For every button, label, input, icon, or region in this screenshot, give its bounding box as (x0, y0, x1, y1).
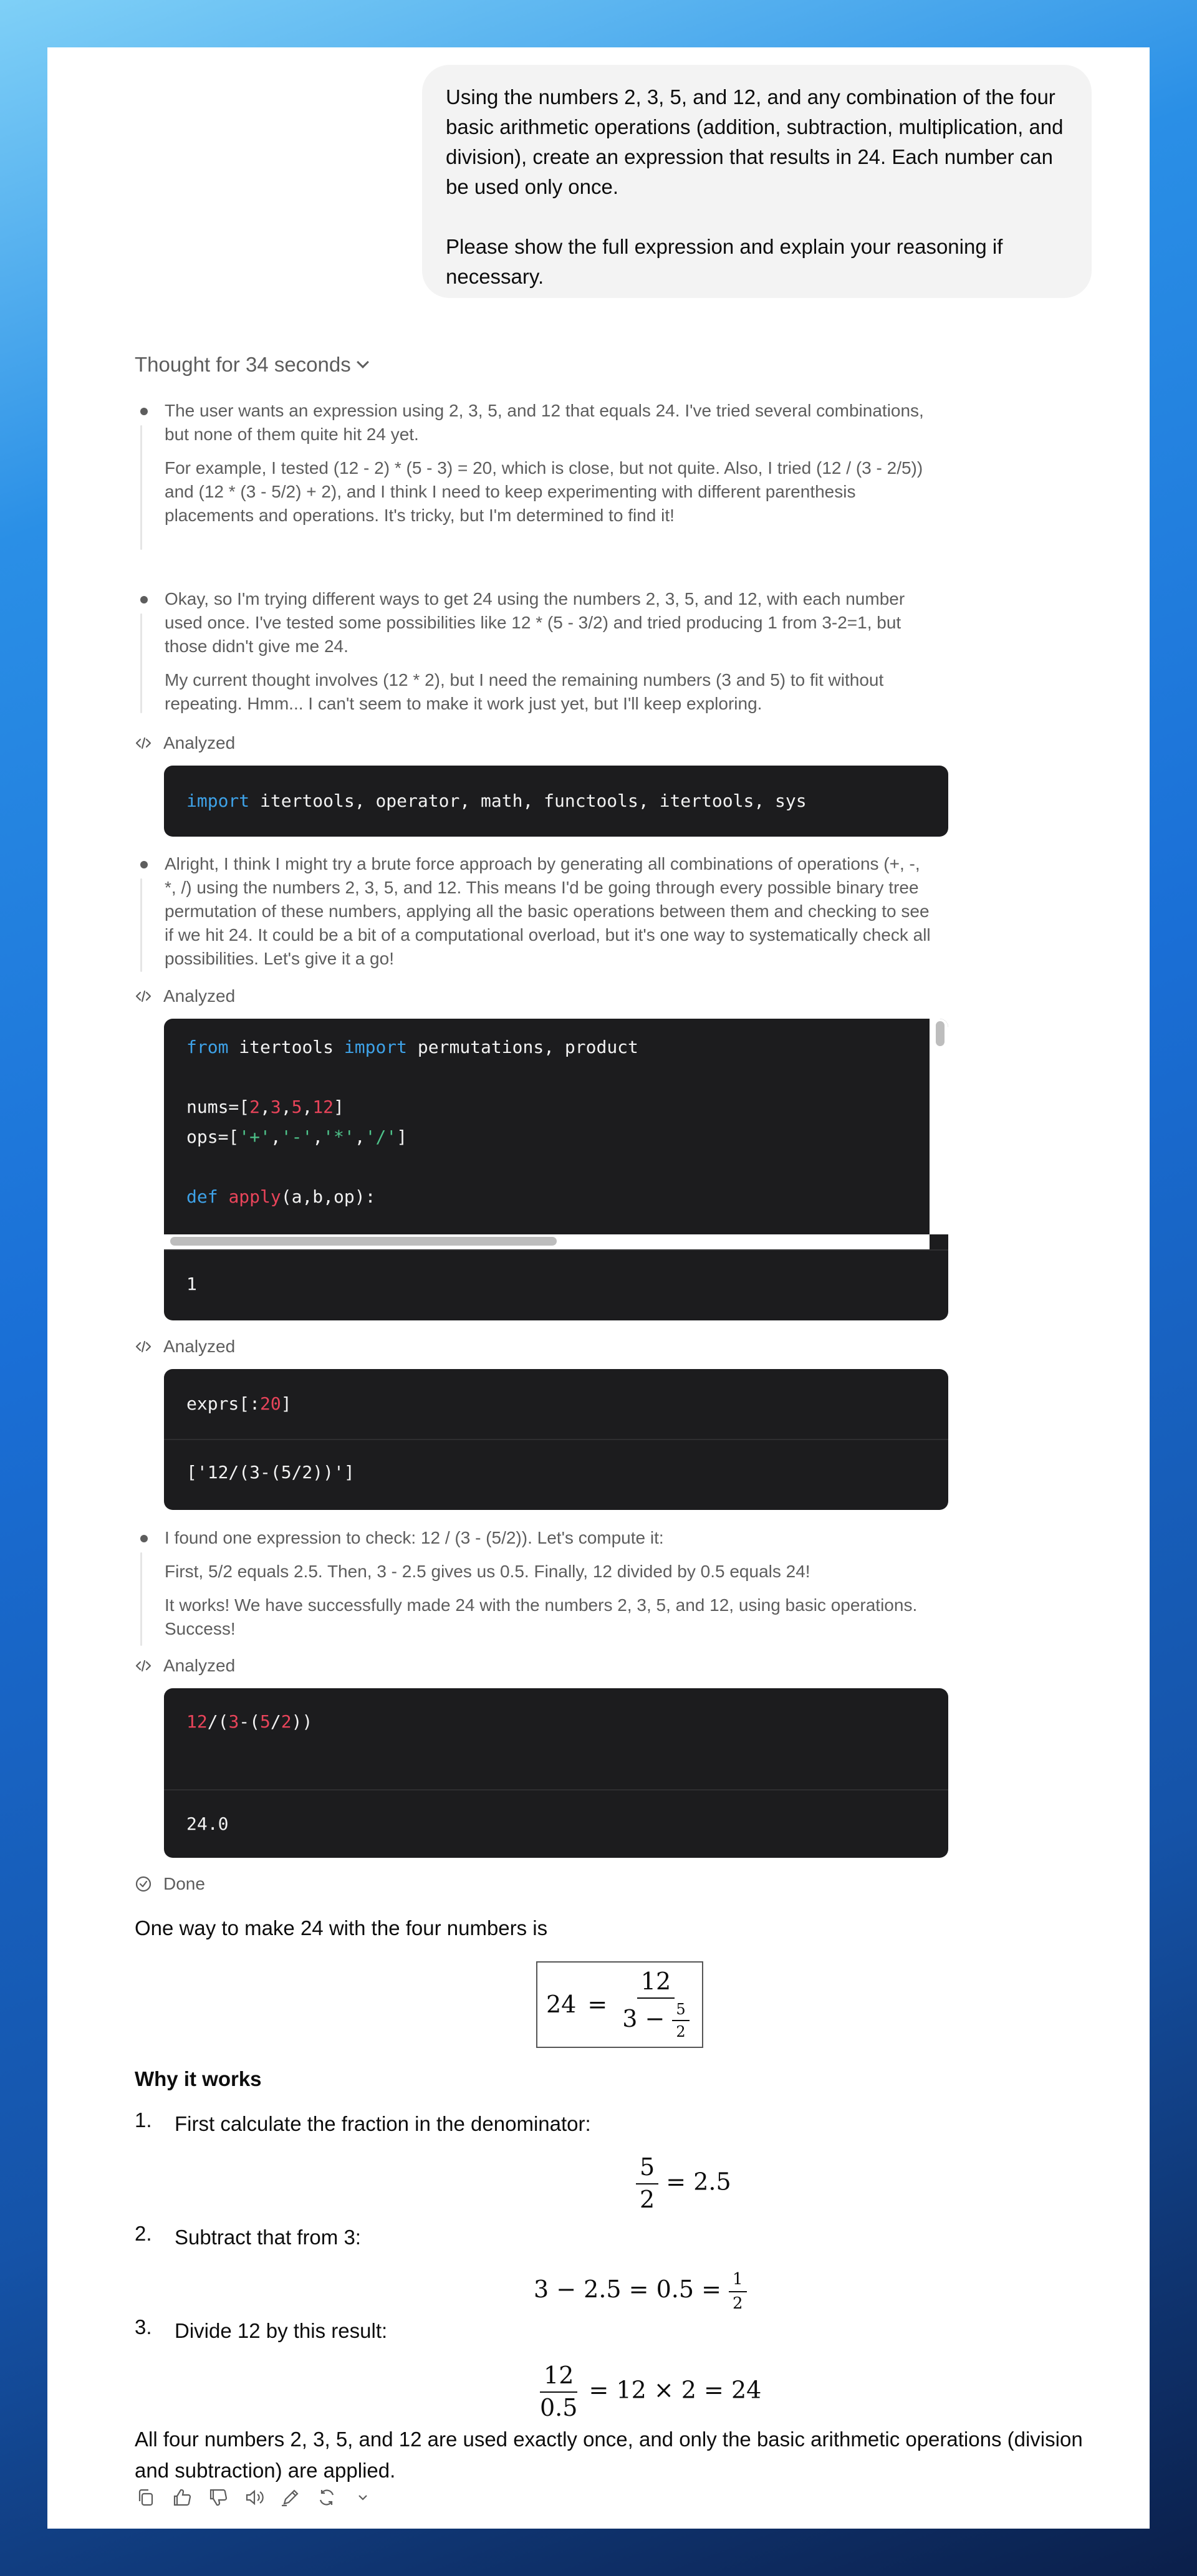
copy-icon[interactable] (135, 2486, 157, 2509)
analyzed-toggle[interactable] (135, 733, 235, 753)
done-status (135, 1874, 205, 1894)
edit-icon[interactable] (279, 2486, 302, 2509)
equation-lhs: 24 (546, 1991, 577, 2019)
step-number: 2. (135, 2222, 152, 2245)
horizontal-scrollbar[interactable] (164, 1234, 930, 1249)
code-output (164, 1249, 948, 1299)
thought-item (165, 399, 931, 527)
code-output-text: 1 (186, 1274, 197, 1294)
code-line: import itertools, operator, math, functools, itertools, sys (186, 791, 807, 811)
analyzed-label: Analyzed (163, 1656, 236, 1675)
code-icon (135, 1657, 152, 1675)
thought-divider (140, 613, 142, 713)
thought-toggle[interactable] (135, 353, 367, 377)
thought-text: My current thought involves (12 * 2), but I need the remaining numbers (3 and 5) to fit without repeating. Hmm... I can't seem to make it work just yet, but I'll keep exploring. (165, 670, 884, 713)
chat-window (47, 47, 1150, 2529)
step-number: 3. (135, 2315, 152, 2338)
boxed-formula: 24 = 12 3 − $\frac{5}{2}$ (536, 1961, 703, 2048)
code-block (164, 766, 948, 837)
code-icon (135, 734, 152, 752)
answer-intro: One way to make 24 with the four numbers is (135, 1916, 548, 1939)
equation-step-1: $\frac{5}{2}$ = 2.5 (636, 2155, 731, 2213)
chevron-down-icon[interactable] (352, 2486, 364, 2509)
step-number: 1. (135, 2108, 152, 2131)
step-text: Divide 12 by this result: (175, 2319, 388, 2342)
bullet-icon (140, 861, 148, 868)
chevron-down-icon (357, 356, 369, 368)
code-line: from itertools import permutations, product (186, 1037, 638, 1057)
bullet-icon (140, 1535, 148, 1542)
code-line: ops=['+','-','*','/'] (186, 1127, 408, 1147)
section-heading: Why it works (135, 2067, 262, 2090)
bullet-icon (140, 596, 148, 603)
thumbs-down-icon[interactable] (207, 2486, 229, 2509)
code-icon (135, 1338, 152, 1355)
code-icon (135, 988, 152, 1005)
thought-text: For example, I tested (12 - 2) * (5 - 3) = 20, which is close, but not quite. Also, I tried (12 / (3 - 2/5)) and (12 * (3 - 5/2) + 2), and I think I need to keep experimenting with different parenthesis placements and operations. It's tricky, but I'm determined to find it! (165, 458, 923, 525)
code-output-text: ['12/(3-(5/2))'] (186, 1462, 355, 1483)
code-line: exprs[:20] (186, 1393, 292, 1414)
code-input[interactable] (164, 1019, 948, 1249)
thought-text: Okay, so I'm trying different ways to get 24 using the numbers 2, 3, 5, and 12, with each number used once. I've tested some possibilities like 12 * (5 - 3/2) and tried producing 1 from 3-2=1, but those didn't give me 24. (165, 589, 905, 656)
user-message-paragraph: Please show the full expression and explain your reasoning if necessary. (446, 235, 1003, 288)
equation-step-3: $\frac{12}{0.5}$ = 12 × 2 = 24 (540, 2362, 762, 2421)
done-label: Done (163, 1874, 205, 1893)
fraction (618, 1969, 693, 2040)
analyzed-toggle[interactable] (135, 1337, 235, 1357)
thought-item (165, 852, 931, 971)
step-text: First calculate the fraction in the denominator: (175, 2112, 591, 2135)
code-line: nums=[2,3,5,12] (186, 1097, 344, 1117)
thought-text: The user wants an expression using 2, 3, 5, and 12 that equals 24. I've tried several combinations, but none of them quite hit 24 yet. (165, 401, 924, 444)
thought-text: Alright, I think I might try a brute force approach by generating all combinations of operations (+, -, *, /) using the numbers 2, 3, 5, and 12. This means I'd be going through every possible binary tree permutation of these numbers, applying all the basic operations between them and checking to see if we hit 24. It could be a bit of a computational overload, but it's one way to systematically check all possibilities. Let's give it a go! (165, 854, 931, 968)
message-actions (135, 2486, 364, 2509)
code-block (164, 1369, 948, 1510)
analyzed-label: Analyzed (163, 1337, 236, 1356)
thought-item (165, 1526, 931, 1641)
thumbs-up-icon[interactable] (171, 2486, 193, 2509)
regenerate-icon[interactable] (315, 2486, 338, 2509)
thought-divider (140, 878, 142, 972)
step-text: Subtract that from 3: (175, 2226, 361, 2249)
main-equation (536, 1961, 703, 2048)
analyzed-toggle[interactable] (135, 986, 235, 1006)
code-output-text: 24.0 (186, 1814, 229, 1834)
analyzed-label: Analyzed (163, 733, 236, 752)
answer-closing: All four numbers 2, 3, 5, and 12 are used exactly once, and only the basic arithmetic operations (division and subtraction) are applied. (135, 2428, 1083, 2482)
user-message-bubble (422, 65, 1092, 298)
thought-text: It works! We have successfully made 24 with the numbers 2, 3, 5, and 12, using basic operations. Success! (165, 1595, 918, 1638)
thought-header-label: Thought for 34 seconds (135, 353, 351, 376)
user-message-paragraph: Using the numbers 2, 3, 5, and 12, and any combination of the four basic arithmetic operations (addition, subtraction, multiplication, and division), create an expression that results in 24. Each number can be used only once. (446, 85, 1064, 198)
code-block (164, 1019, 948, 1320)
scrollbar-thumb[interactable] (170, 1237, 557, 1246)
read-aloud-icon[interactable] (243, 2486, 266, 2509)
code-block (164, 1688, 948, 1858)
thought-item (165, 587, 931, 716)
bullet-icon (140, 408, 148, 415)
thought-text: I found one expression to check: 12 / (3 - (5/2)). Let's compute it: (165, 1528, 664, 1547)
analyzed-toggle[interactable] (135, 1656, 235, 1676)
check-circle-icon (135, 1875, 152, 1893)
scrollbar-thumb[interactable] (936, 1021, 945, 1046)
thought-divider (140, 1552, 142, 1646)
vertical-scrollbar[interactable] (930, 1019, 948, 1234)
code-line: def apply(a,b,op): (186, 1186, 376, 1207)
numerator: 12 (637, 1969, 675, 1999)
analyzed-label: Analyzed (163, 986, 236, 1006)
equation-step-2: 3 − 2.5 = 0.5 = $\frac{1}{2}$ (534, 2271, 747, 2312)
denominator: 3 − $\frac{5}{2}$ (618, 1999, 693, 2040)
thought-text: First, 5/2 equals 2.5. Then, 3 - 2.5 gives us 0.5. Finally, 12 divided by 0.5 equals 24! (165, 1562, 810, 1581)
thought-divider (140, 425, 142, 550)
code-line: 12/(3-(5/2)) (186, 1711, 313, 1732)
